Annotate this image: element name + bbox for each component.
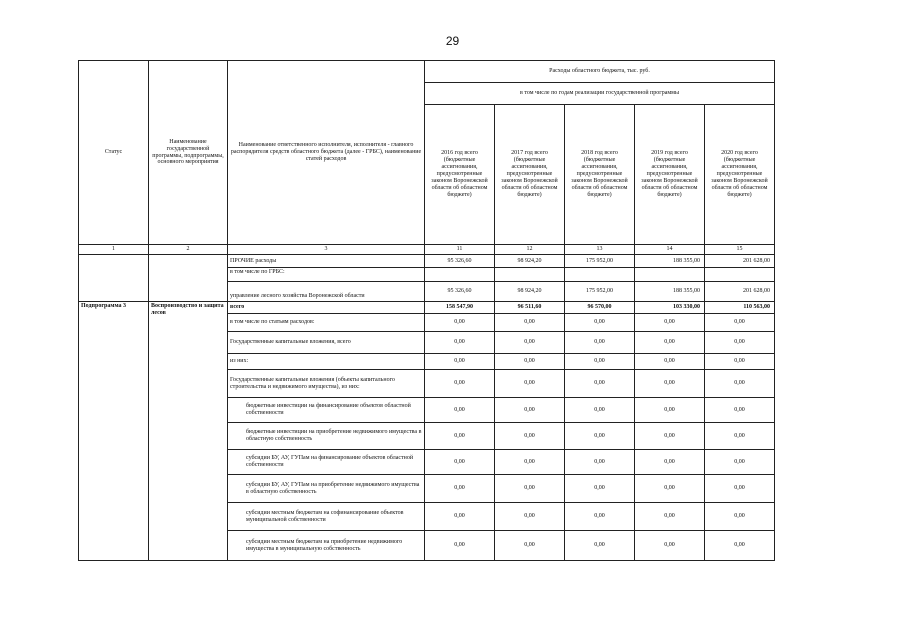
value-cell <box>495 268 565 282</box>
value-cell: 95 326,60 <box>425 282 495 302</box>
value-cell: 0,00 <box>635 354 705 370</box>
value-cell: 0,00 <box>495 531 565 561</box>
value-cell: 201 628,00 <box>705 282 775 302</box>
value-cell: 201 628,00 <box>705 255 775 268</box>
value-cell: 0,00 <box>705 423 775 450</box>
value-cell: 0,00 <box>425 450 495 475</box>
col-number: 15 <box>705 245 775 255</box>
row-label: управление лесного хозяйства Воронежской области <box>228 282 425 302</box>
row-label: субсидии местным бюджетам на софинансирование объектов муниципальной собственности <box>228 503 425 531</box>
value-cell: 98 924,20 <box>495 282 565 302</box>
value-cell: 0,00 <box>705 314 775 332</box>
value-cell: 0,00 <box>495 450 565 475</box>
value-cell: 188 355,00 <box>635 255 705 268</box>
value-cell: 0,00 <box>495 332 565 354</box>
col-number: 1 <box>79 245 149 255</box>
col-number: 11 <box>425 245 495 255</box>
value-cell: 0,00 <box>495 398 565 423</box>
value-cell: 0,00 <box>565 423 635 450</box>
table-row <box>79 302 775 314</box>
header-expenses-title: Расходы областного бюджета, тыс. руб. <box>425 61 775 83</box>
value-cell: 95 326,60 <box>425 255 495 268</box>
value-cell: 0,00 <box>425 503 495 531</box>
value-cell: 0,00 <box>635 503 705 531</box>
value-cell: 0,00 <box>565 503 635 531</box>
subprogram-status: Подпрограмма 3 <box>79 302 149 561</box>
value-cell: 0,00 <box>635 332 705 354</box>
value-cell: 0,00 <box>495 370 565 398</box>
budget-table <box>78 60 775 561</box>
value-cell <box>565 268 635 282</box>
value-cell: 0,00 <box>705 503 775 531</box>
value-cell: 0,00 <box>425 370 495 398</box>
value-cell: 0,00 <box>495 475 565 503</box>
row-label: из них: <box>228 354 425 370</box>
value-cell: 0,00 <box>495 503 565 531</box>
value-cell: 0,00 <box>705 450 775 475</box>
page-number: 29 <box>445 34 460 48</box>
header-by-years: в том числе по годам реализации государственной программы <box>425 83 775 105</box>
value-cell: 0,00 <box>705 332 775 354</box>
header-year-2019: 2019 год всего (бюджетные ассигнования, предусмотренные законом Воронежской области об областном бюджете) <box>635 105 705 245</box>
row-label: субсидии БУ, АУ, ГУПам на финансирование объектов областной собственности <box>228 450 425 475</box>
value-cell: 103 330,00 <box>635 302 705 314</box>
header-year-2020: 2020 год всего (бюджетные ассигнования, предусмотренные законом Воронежской области об областном бюджете) <box>705 105 775 245</box>
value-cell: 0,00 <box>495 314 565 332</box>
value-cell <box>425 268 495 282</box>
col-number: 2 <box>149 245 228 255</box>
value-cell: 0,00 <box>635 423 705 450</box>
header-year-2018: 2018 год всего (бюджетные ассигнования, предусмотренные законом Воронежской области об областном бюджете) <box>565 105 635 245</box>
value-cell: 0,00 <box>635 450 705 475</box>
value-cell <box>635 268 705 282</box>
value-cell: 0,00 <box>635 475 705 503</box>
value-cell: 0,00 <box>425 531 495 561</box>
col-number: 3 <box>228 245 425 255</box>
value-cell: 0,00 <box>635 531 705 561</box>
header-year-2017: 2017 год всего (бюджетные ассигнования, предусмотренные законом Воронежской области об областном бюджете) <box>495 105 565 245</box>
value-cell: 0,00 <box>565 370 635 398</box>
table-row <box>79 255 775 268</box>
value-cell: 0,00 <box>565 450 635 475</box>
column-numbers-row <box>79 245 775 255</box>
row-label: бюджетные инвестиции на приобретение недвижимого имущества в областную собственность <box>228 423 425 450</box>
value-cell: 0,00 <box>705 531 775 561</box>
value-cell: 0,00 <box>425 314 495 332</box>
header-status: Статус <box>79 61 149 245</box>
subprogram-name: Воспроизводство и защита лесов <box>149 302 228 561</box>
row-label: субсидии местным бюджетам на приобретение недвижимого имущества в муниципальную собственность <box>228 531 425 561</box>
value-cell: 0,00 <box>565 531 635 561</box>
value-cell: 188 355,00 <box>635 282 705 302</box>
value-cell: 110 563,00 <box>705 302 775 314</box>
value-cell: 0,00 <box>705 398 775 423</box>
col-number: 12 <box>495 245 565 255</box>
header-year-2016: 2016 год всего (бюджетные ассигнования, предусмотренные законом Воронежской области об областном бюджете) <box>425 105 495 245</box>
value-cell: 0,00 <box>705 370 775 398</box>
value-cell <box>705 268 775 282</box>
value-cell: 0,00 <box>495 354 565 370</box>
value-cell: 96 511,60 <box>495 302 565 314</box>
row-label: Государственные капитальные вложения, всего <box>228 332 425 354</box>
header-executor: Наименование ответственного исполнителя, исполнителя - главного распорядителя средств областного бюджета (далее - ГРБС), наименование статей расходов <box>228 61 425 245</box>
col-number: 14 <box>635 245 705 255</box>
row-label: бюджетные инвестиции на финансирование объектов областной собственности <box>228 398 425 423</box>
row-label: в том числе по ГРБС: <box>228 268 425 282</box>
value-cell: 0,00 <box>565 398 635 423</box>
value-cell: 175 952,00 <box>565 255 635 268</box>
value-cell: 175 952,00 <box>565 282 635 302</box>
empty-status-cell <box>79 255 149 302</box>
value-cell: 0,00 <box>635 398 705 423</box>
value-cell: 158 547,90 <box>425 302 495 314</box>
row-label: всего <box>228 302 425 314</box>
value-cell: 0,00 <box>705 475 775 503</box>
empty-name-cell <box>149 255 228 302</box>
value-cell: 0,00 <box>635 370 705 398</box>
value-cell: 0,00 <box>565 332 635 354</box>
row-label: в том числе по статьям расходов: <box>228 314 425 332</box>
value-cell: 0,00 <box>425 475 495 503</box>
value-cell: 96 570,00 <box>565 302 635 314</box>
value-cell: 0,00 <box>425 398 495 423</box>
value-cell: 0,00 <box>425 332 495 354</box>
value-cell: 0,00 <box>565 475 635 503</box>
value-cell: 0,00 <box>705 354 775 370</box>
value-cell: 0,00 <box>635 314 705 332</box>
row-label: Государственные капитальные вложения (объекты капитального строительства и недвижимого имущества), из них: <box>228 370 425 398</box>
value-cell: 0,00 <box>425 423 495 450</box>
value-cell: 0,00 <box>565 314 635 332</box>
row-label: субсидии БУ, АУ, ГУПам на приобретение недвижимого имущества в областную собственность <box>228 475 425 503</box>
col-number: 13 <box>565 245 635 255</box>
value-cell: 0,00 <box>425 354 495 370</box>
value-cell: 0,00 <box>565 354 635 370</box>
value-cell: 0,00 <box>495 423 565 450</box>
header-program-name: Наименование государственной программы, подпрограммы, основного мероприятия <box>149 61 228 245</box>
value-cell: 98 924,20 <box>495 255 565 268</box>
row-label: ПРОЧИЕ расходы <box>228 255 425 268</box>
